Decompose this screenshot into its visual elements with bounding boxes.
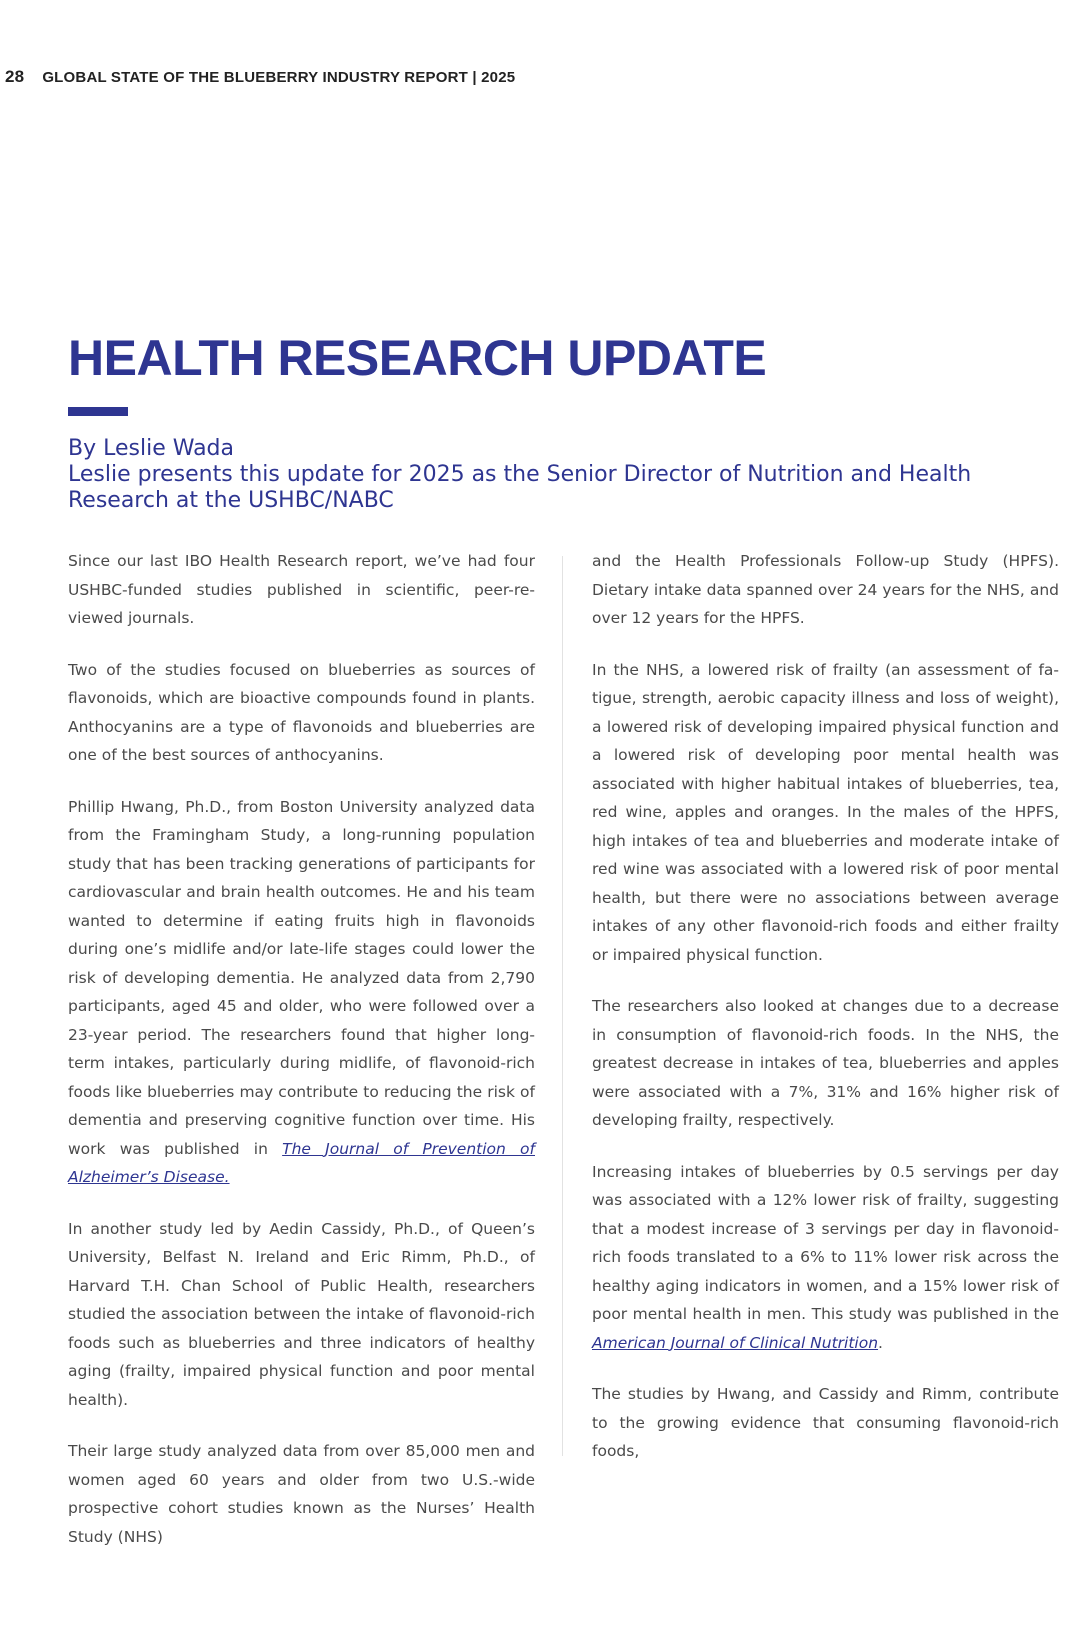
paragraph: Two of the studies focused on blueberries as sources of flavonoids, which are bioactive compounds found in plants. Anthocyanins are a type of flavonoids and blueberries are one of the best sources of anthocyanins. [68, 660, 535, 764]
page-number: 28 [5, 67, 25, 86]
author-role: Leslie presents this update for 2025 as the Senior Director of Nutrition and Health Research at the USHBC/NABC [68, 462, 972, 513]
paragraph: and the Health Professionals Follow-up Study (HPFS). Dietary intake data spanned over 24 years for the NHS, and over 12 years for the HPFS. [592, 552, 1059, 627]
running-header [5, 67, 515, 87]
paragraph-text: Increasing intakes of blueberries by 0.5 servings per day was associated with a 12% lower risk of frailty, suggesting that a modest increase of 3 servings per day in flavonoid-rich foods translated to a 6% to 11% lower risk across the healthy aging indicators in women, and a 15% lower risk of poor mental health in men. This study was published in the [592, 1162, 1059, 1323]
paragraph-end: . [878, 1333, 883, 1352]
article-title: HEALTH RESEARCH UPDATE [68, 330, 767, 386]
paragraph: Since our last IBO Health Research report, we’ve had four USHBC-funded studies published in scientific, peer-reviewed journals. [68, 552, 535, 627]
paragraph: The researchers also looked at changes due to a decrease in consumption of flavonoid-rich foods. In the NHS, the greatest decrease in intakes of tea, blueberries and apples were associated with a 7%, 31% and 16% higher risk of developing frailty, respectively. [592, 997, 1059, 1129]
paragraph-text: Phillip Hwang, Ph.D., from Boston University analyzed data from the Framingham Study, a long-running population study that has been tracking generations of participants for cardiovascular and brain health outcomes. He and his team wanted to determine if eating fruits high in flavonoids during one’s midlife and/or late-life stages could lower the risk of developing dementia. He analyzed data from 2,790 participants, aged 45 and older, who were followed over a 23-year period. The researchers found that higher long-term intakes, particularly during midlife, of flavonoid-rich foods like blueberries may contribute to reducing the risk of dementia and preserving cognitive function over time. His work was published in [68, 797, 535, 1158]
journal-link-alzheimers[interactable]: The Journal of Prevention of Alzheimer’s Disease. [68, 1139, 535, 1186]
paragraph [592, 1158, 1059, 1358]
left-column [68, 547, 535, 1574]
column-divider [562, 556, 563, 1456]
report-title: GLOBAL STATE OF THE BLUEBERRY INDUSTRY REPORT | 2025 [42, 69, 516, 86]
title-rule [68, 407, 128, 416]
right-column [592, 547, 1059, 1489]
paragraph [68, 793, 535, 1192]
author-line: By Leslie Wada [68, 436, 234, 461]
journal-link-ajcn[interactable]: American Journal of Clinical Nutrition [592, 1333, 879, 1352]
paragraph: In another study led by Aedin Cassidy, Ph.D., of Queen’s University, Belfast N. Ireland and Eric Rimm, Ph.D., of Harvard T.H. Chan School of Public Health, researchers studied the association between the intake of flavonoid-rich foods such as blueberries and three indicators of healthy aging (frailty, impaired physical function and poor mental health). [68, 1219, 535, 1409]
paragraph: Their large study analyzed data from over 85,000 men and women aged 60 years and older from two U.S.-wide prospective cohort studies known as the Nurses’ Health Study (NHS) [68, 1442, 535, 1546]
paragraph: In the NHS, a lowered risk of frailty (an assessment of fatigue, strength, aerobic capacity illness and loss of weight), a lowered risk of developing impaired physical function and a lowered risk of developing poor mental health was associated with higher habitual intakes of blueberries, tea, red wine, apples and oranges. In the males of the HPFS, high intakes of tea and blueberries and moderate intake of red wine was associated with a lowered risk of poor mental health, but there were no associations between average intakes of any other flavonoid-rich foods and either frailty or impaired physical function. [592, 660, 1059, 964]
byline [68, 436, 1028, 514]
paragraph: The studies by Hwang, and Cassidy and Rimm, contribute to the growing evidence that consuming flavonoid-rich foods, [592, 1385, 1059, 1460]
